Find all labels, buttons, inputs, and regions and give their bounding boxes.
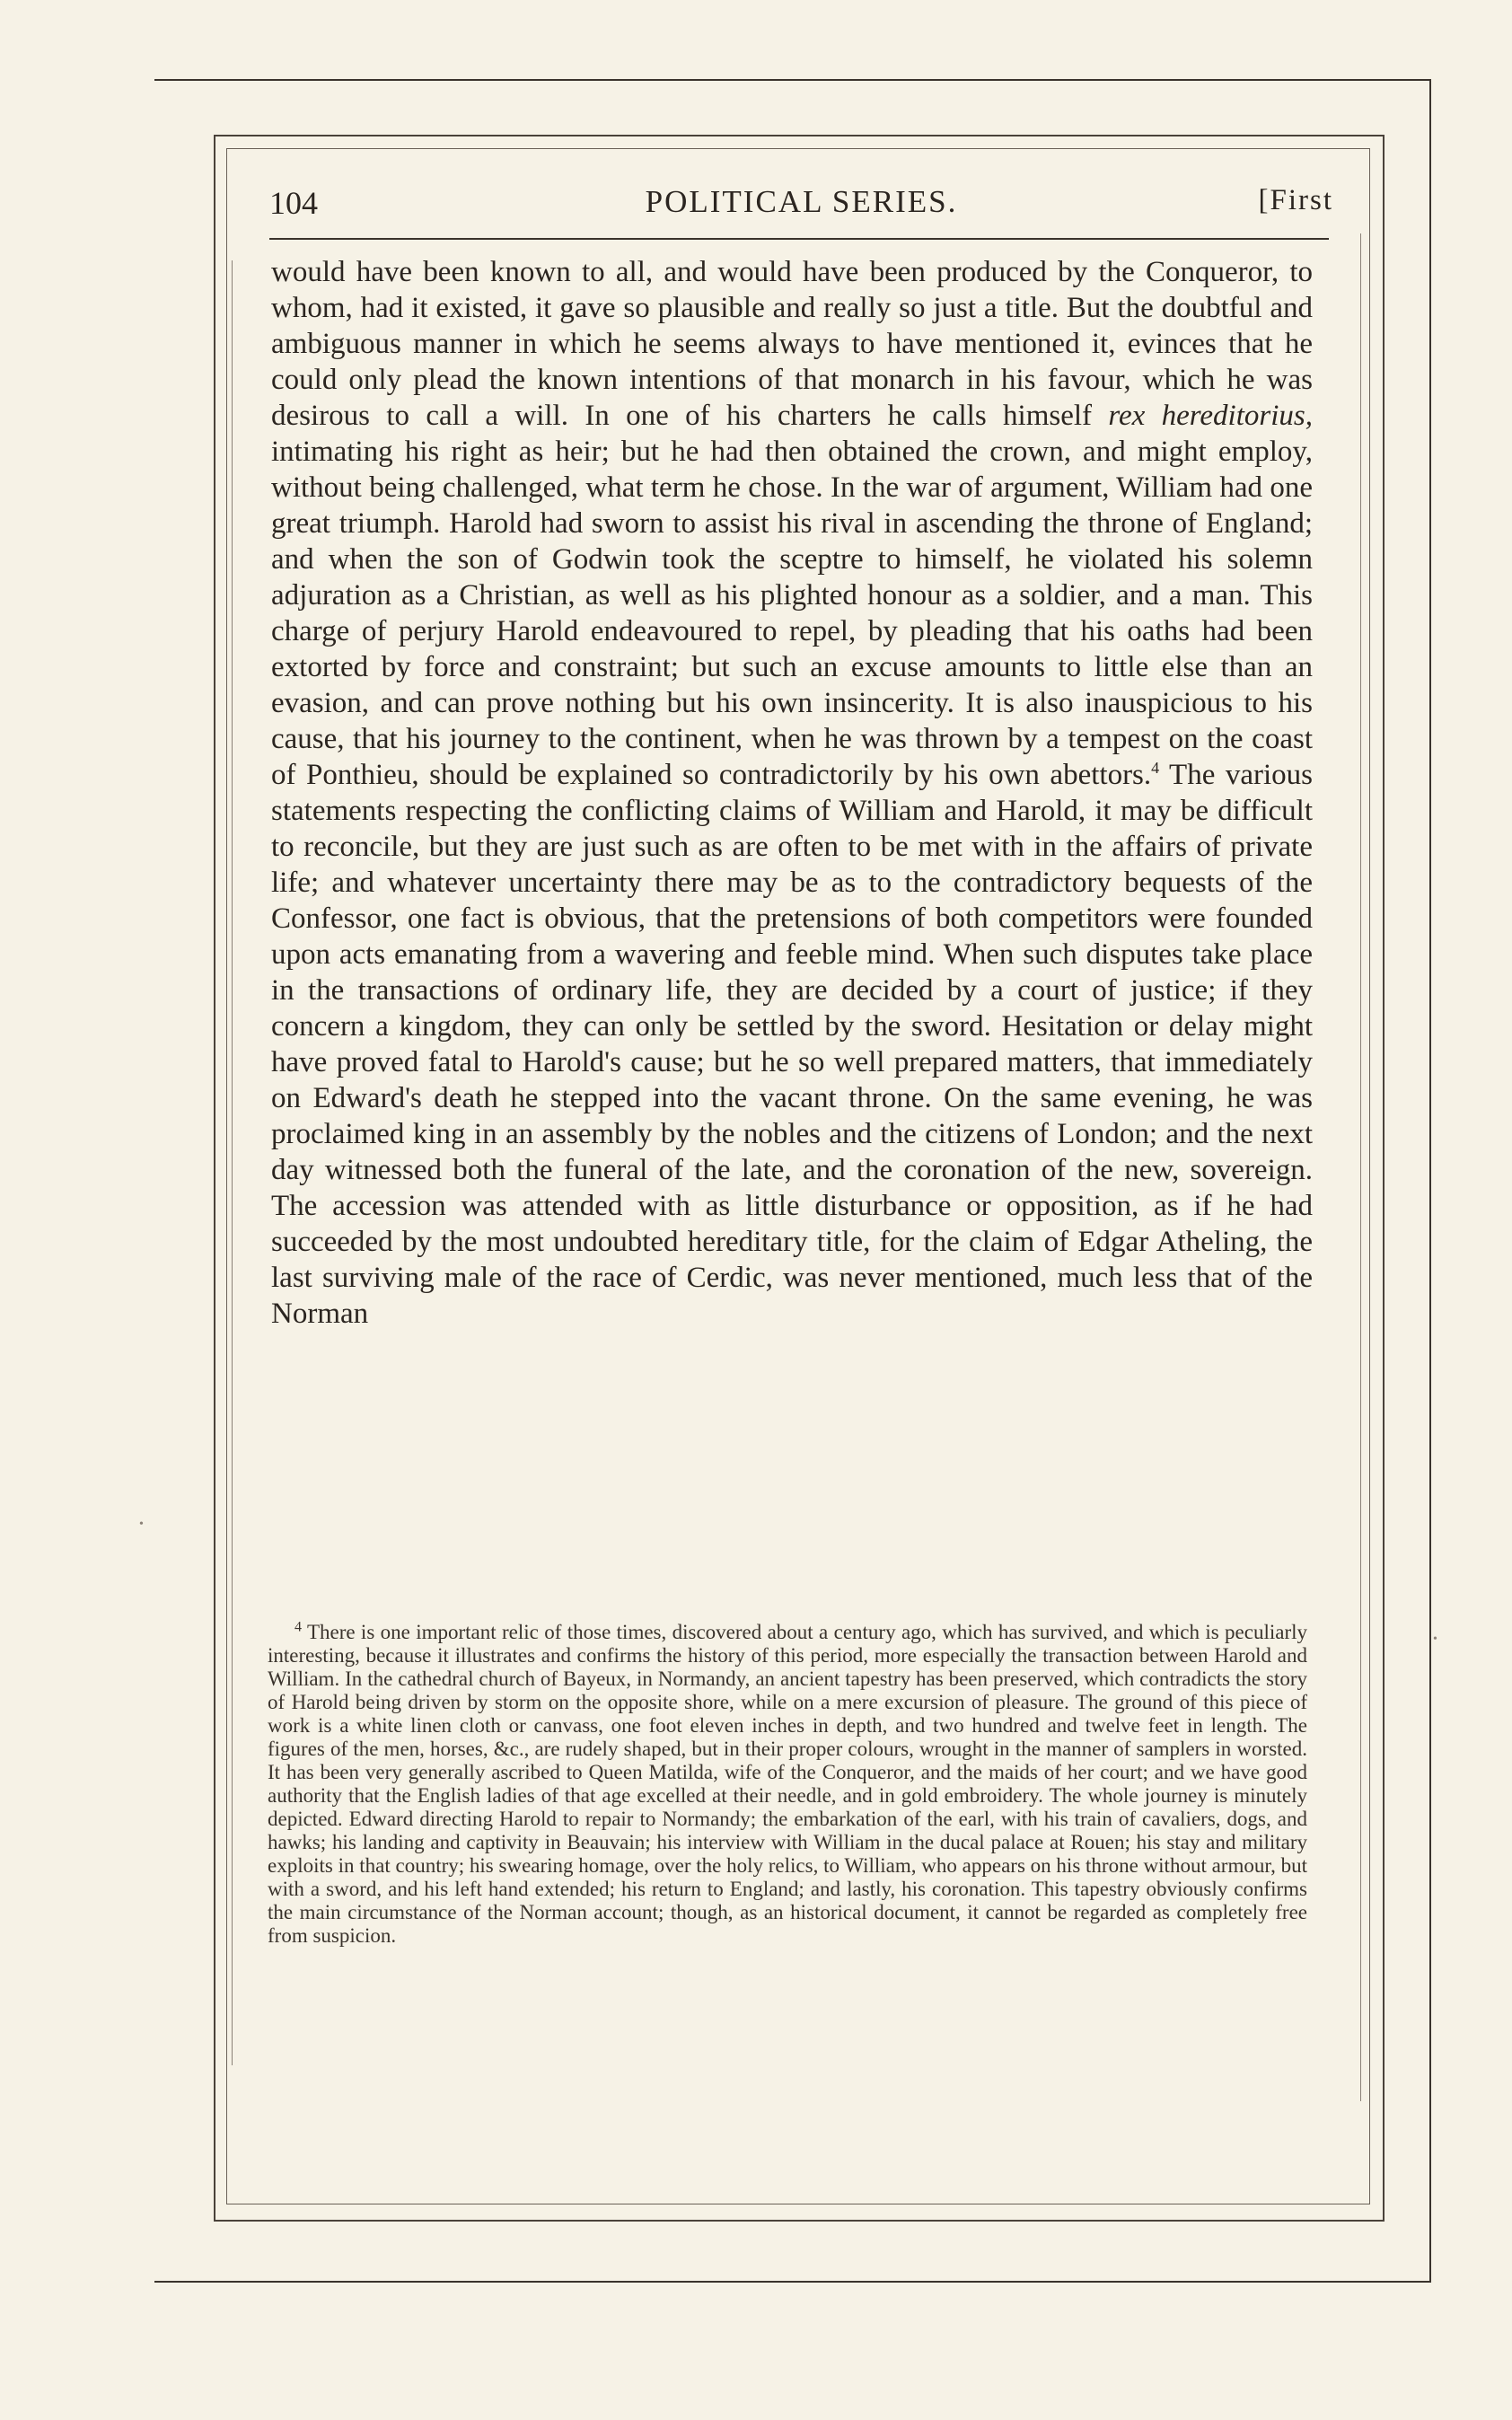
latin-phrase: rex hereditorius, [1108, 400, 1313, 432]
body-text-part-b: intimating his right as heir; but he had then obtained the crown, and might employ, without being challenged, what term he chose. In the war of argument, William had one great triumph. Harold had sworn to assist his rival in ascending the throne of England; and when the son of Godwin took the sceptre to himself, he violated his solemn adjuration as a Christian, as well as his plighted honour as a soldier, and a man. This charge of perjury Harold endeavoured to repel, by pleading that his oaths had been extorted by force and constraint; but such an excuse amounts to little else than an evasion, and can prove nothing but his own insincerity. It is also inauspicious to his cause, that his journey to the continent, when he was thrown by a tempest on the coast of Ponthieu, should be explained so contradictorily by his own abettors. [271, 436, 1313, 791]
footnote-reference[interactable]: 4 [1151, 759, 1160, 777]
footnote [268, 1621, 1307, 1948]
left-margin-rule [232, 260, 233, 2065]
footnote-mark: 4 [294, 1619, 302, 1635]
paper-speck: • [139, 1518, 144, 1531]
section-marker: [First [1258, 184, 1333, 216]
right-margin-rule [1360, 233, 1361, 2101]
footnote-paragraph [268, 1621, 1307, 1948]
body-text [271, 254, 1313, 1332]
body-text-part-a: would have been known to all, and would have been produced by the Conqueror, to whom, had it existed, it gave so plausible and really so just a title. But the doubtful and ambiguous manner in which he seems always to have mentioned it, evinces that he could only plead the known intentions of that monarch in his favour, which he was desirous to call a will. In one of his charters he calls himself [271, 256, 1313, 432]
running-title: POLITICAL SERIES. [645, 184, 958, 219]
paper-speck: • [1433, 1632, 1437, 1646]
body-paragraph [271, 254, 1313, 1332]
page-number: 104 [269, 185, 318, 221]
footnote-text: There is one important relic of those times, discovered about a century ago, which has survived, and which is peculiarly interesting, because it illustrates and confirms the history of this period, more especially the transaction between Harold and William. In the cathedral church of Bayeux, in Normandy, an ancient tapestry has been preserved, which contradicts the story of Harold being driven by storm on the opposite shore, while on a mere excursion of pleasure. The ground of this piece of work is a white linen cloth or canvass, one foot eleven inches in depth, and two hundred and twelve feet in length. The figures of the men, horses, &c., are rudely shaped, but in their proper colours, wrought in the manner of samplers in worsted. It has been very generally ascribed to Queen Matilda, wife of the Conqueror, and the maids of her court; and we have good authority that the English ladies of that age excelled at their needle, and in gold embroidery. The whole journey is minutely depicted. Edward directing Harold to repair to Normandy; the embarkation of the earl, with his train of cavaliers, dogs, and hawks; his landing and captivity in Beauvain; his interview with William in the ducal palace at Rouen; his stay and military exploits in that country; his swearing homage, over the holy relics, to William, who appears on his throne without armour, but with a sword, and his left hand extended; his return to England; and lastly, his coronation. This tapestry obviously confirms the main circumstance of the Norman account; though, as an historical document, it cannot be regarded as completely free from suspicion. [268, 1621, 1307, 1947]
header-rule [269, 238, 1329, 240]
page-header [269, 184, 1333, 233]
body-text-part-c: The various statements respecting the conflicting claims of William and Harold, it may be difficult to reconcile, but they are just such as are often to be met with in the affairs of private life; and whatever uncertainty there may be as to the contradictory bequests of the Confessor, one fact is obvious, that the pretensions of both competitors were founded upon acts emanating from a wavering and feeble mind. When such disputes take place in the transactions of ordinary life, they are decided by a court of justice; if they concern a kingdom, they can only be settled by the sword. Hesitation or delay might have proved fatal to Harold's cause; but he so well prepared matters, that immediately on Edward's death he stepped into the vacant throne. On the same evening, he was proclaimed king in an assembly by the nobles and the citizens of London; and the next day witnessed both the funeral of the late, and the coronation of the new, sovereign. The accession was attended with as little disturbance or opposition, as if he had succeeded by the most undoubted hereditary title, for the claim of Edgar Atheling, the last surviving male of the race of Cerdic, was never mentioned, much less that of the Norman [271, 759, 1314, 1330]
